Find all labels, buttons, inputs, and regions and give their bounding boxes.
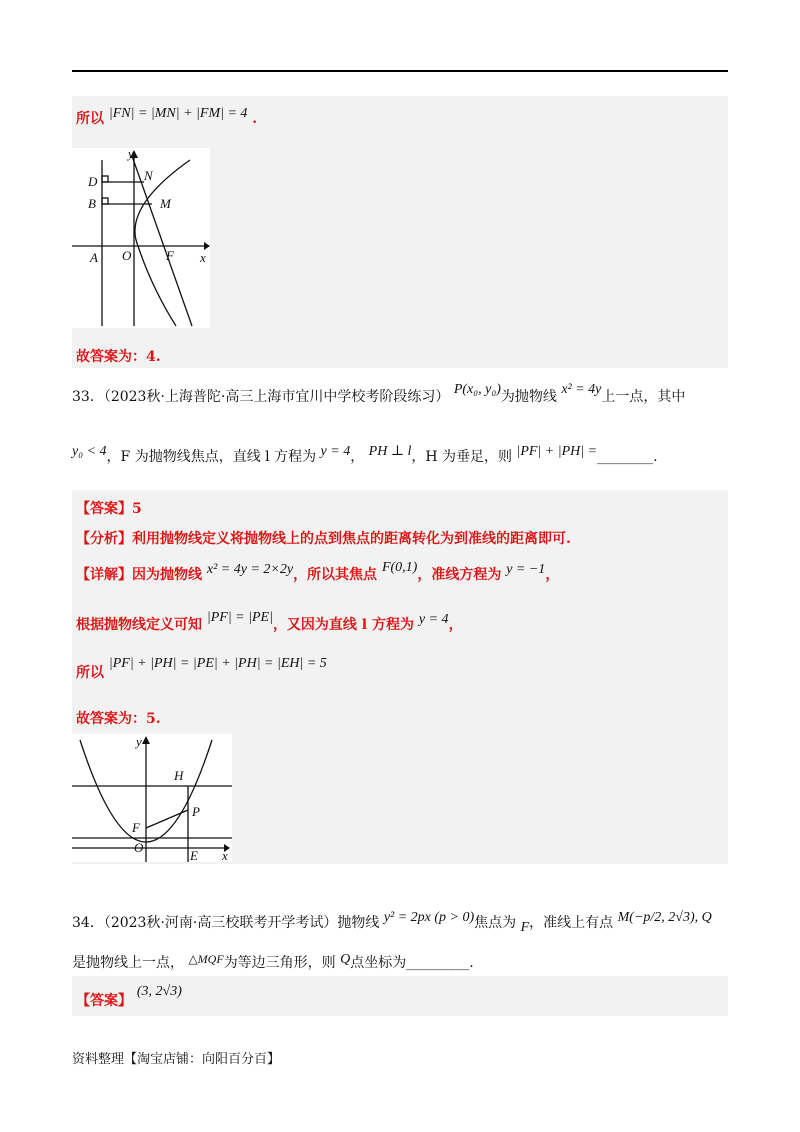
answer-blank-34: _________.: [406, 955, 474, 971]
fig1-label-d: D: [88, 174, 98, 189]
question-33-line2: y₀ < 4，F 为抛物线焦点，直线 l 方程为 y = 4， PH ⊥ l，H 为垂足，则 |PF| + |PH| =________.: [72, 444, 658, 465]
math-detail-parabola: x² = 4y = 2×2y: [206, 562, 294, 577]
question-33-line1: 33．（2023秋·上海普陀·高三上海市宜川中学校考阶段练习） P(x₀, y₀)为抛物线 x² = 4y上一点，其中: [72, 382, 686, 405]
math-parabola-33: x² = 4y: [561, 382, 602, 397]
math-q: Q: [340, 952, 351, 967]
math-fn-sum: |FN| = |MN| + |FM| = 4: [108, 106, 248, 121]
footer-source: 资料整理【淘宝店铺：向阳百分百】: [72, 1052, 281, 1067]
fig1-label-x: x: [200, 250, 206, 265]
solution-block-32: [72, 96, 728, 368]
fig2-label-f: F: [132, 820, 140, 835]
fig2-label-p: P: [192, 804, 200, 819]
fig1-label-o: O: [122, 248, 132, 263]
answer-line-34: 【答案】 (3, 2√3): [76, 984, 182, 1009]
fig2-label-h: H: [174, 768, 184, 783]
math-point-p: P(x₀, y₀): [453, 382, 501, 397]
math-perp: PH ⊥ l: [368, 444, 412, 459]
math-directrix: y = −1: [506, 562, 546, 577]
conclusion-line: 所以 |FN| = |MN| + |FM| = 4 .: [76, 106, 258, 127]
math-triangle: △MQF: [188, 952, 224, 966]
figure-parabola-1: [72, 148, 210, 328]
answer-blank-33: ________.: [597, 449, 658, 465]
solution-block-34: [72, 976, 728, 1016]
header-rule: [72, 70, 728, 72]
math-y0: y₀ < 4: [72, 444, 107, 459]
math-parabola-34: y² = 2px (p > 0): [383, 910, 475, 925]
fig1-label-m: M: [160, 196, 171, 211]
math-line-l: y = 4: [320, 444, 351, 459]
detail-line-1: 【详解】因为抛物线 x² = 4y = 2×2y，所以其焦点 F(0,1)，准线方程为 y = −1，: [76, 560, 560, 583]
question-34-line1: 34．（2023秋·河南·高三校联考开学考试）抛物线 y² = 2px (p > 0)焦点为 F，准线上有点 M(−p/2, 2√3), Q: [72, 910, 712, 935]
math-pf-pe: |PF| = |PE|: [206, 610, 273, 625]
math-final-sum: |PF| + |PH| = |PE| + |PH| = |EH| = 5: [108, 656, 327, 671]
fig1-label-f: F: [166, 248, 174, 263]
question-34-line2: 是抛物线上一点， △MQF为等边三角形，则 Q点坐标为_________.: [72, 952, 474, 971]
figure-parabola-2: [72, 734, 232, 862]
answer-line-32: 故答案为：4.: [76, 349, 161, 365]
fig1-label-y: y: [128, 148, 134, 161]
fig2-label-x: x: [222, 848, 228, 862]
math-answer-34: (3, 2√3): [136, 984, 182, 999]
fig2-label-e: E: [190, 848, 198, 862]
math-sum-33: |PF| + |PH| =: [516, 444, 598, 459]
answer-line-33: 【答案】5: [76, 501, 142, 517]
fig1-label-a: A: [90, 250, 98, 265]
detail-line-3: 所以 |PF| + |PH| = |PE| + |PH| = |EH| = 5: [76, 656, 327, 681]
solution-block-33: [72, 490, 728, 864]
fig1-label-n: N: [144, 168, 153, 183]
detail-line-2: 根据抛物线定义可知 |PF| = |PE|，又因为直线 l 方程为 y = 4，: [76, 610, 463, 633]
math-point-m: M(−p/2, 2√3), Q: [617, 910, 712, 925]
math-f-34: F: [520, 920, 530, 935]
answer-final-33: 故答案为：5.: [76, 711, 161, 727]
fig2-label-y: y: [136, 734, 142, 749]
math-focus: F(0,1): [381, 560, 418, 575]
fig2-label-o: O: [134, 840, 144, 855]
math-y4: y = 4: [418, 612, 449, 627]
analysis-line-33: 【分析】利用抛物线定义将抛物线上的点到焦点的距离转化为到准线的距离即可.: [76, 531, 571, 547]
fig1-label-b: B: [88, 196, 96, 211]
